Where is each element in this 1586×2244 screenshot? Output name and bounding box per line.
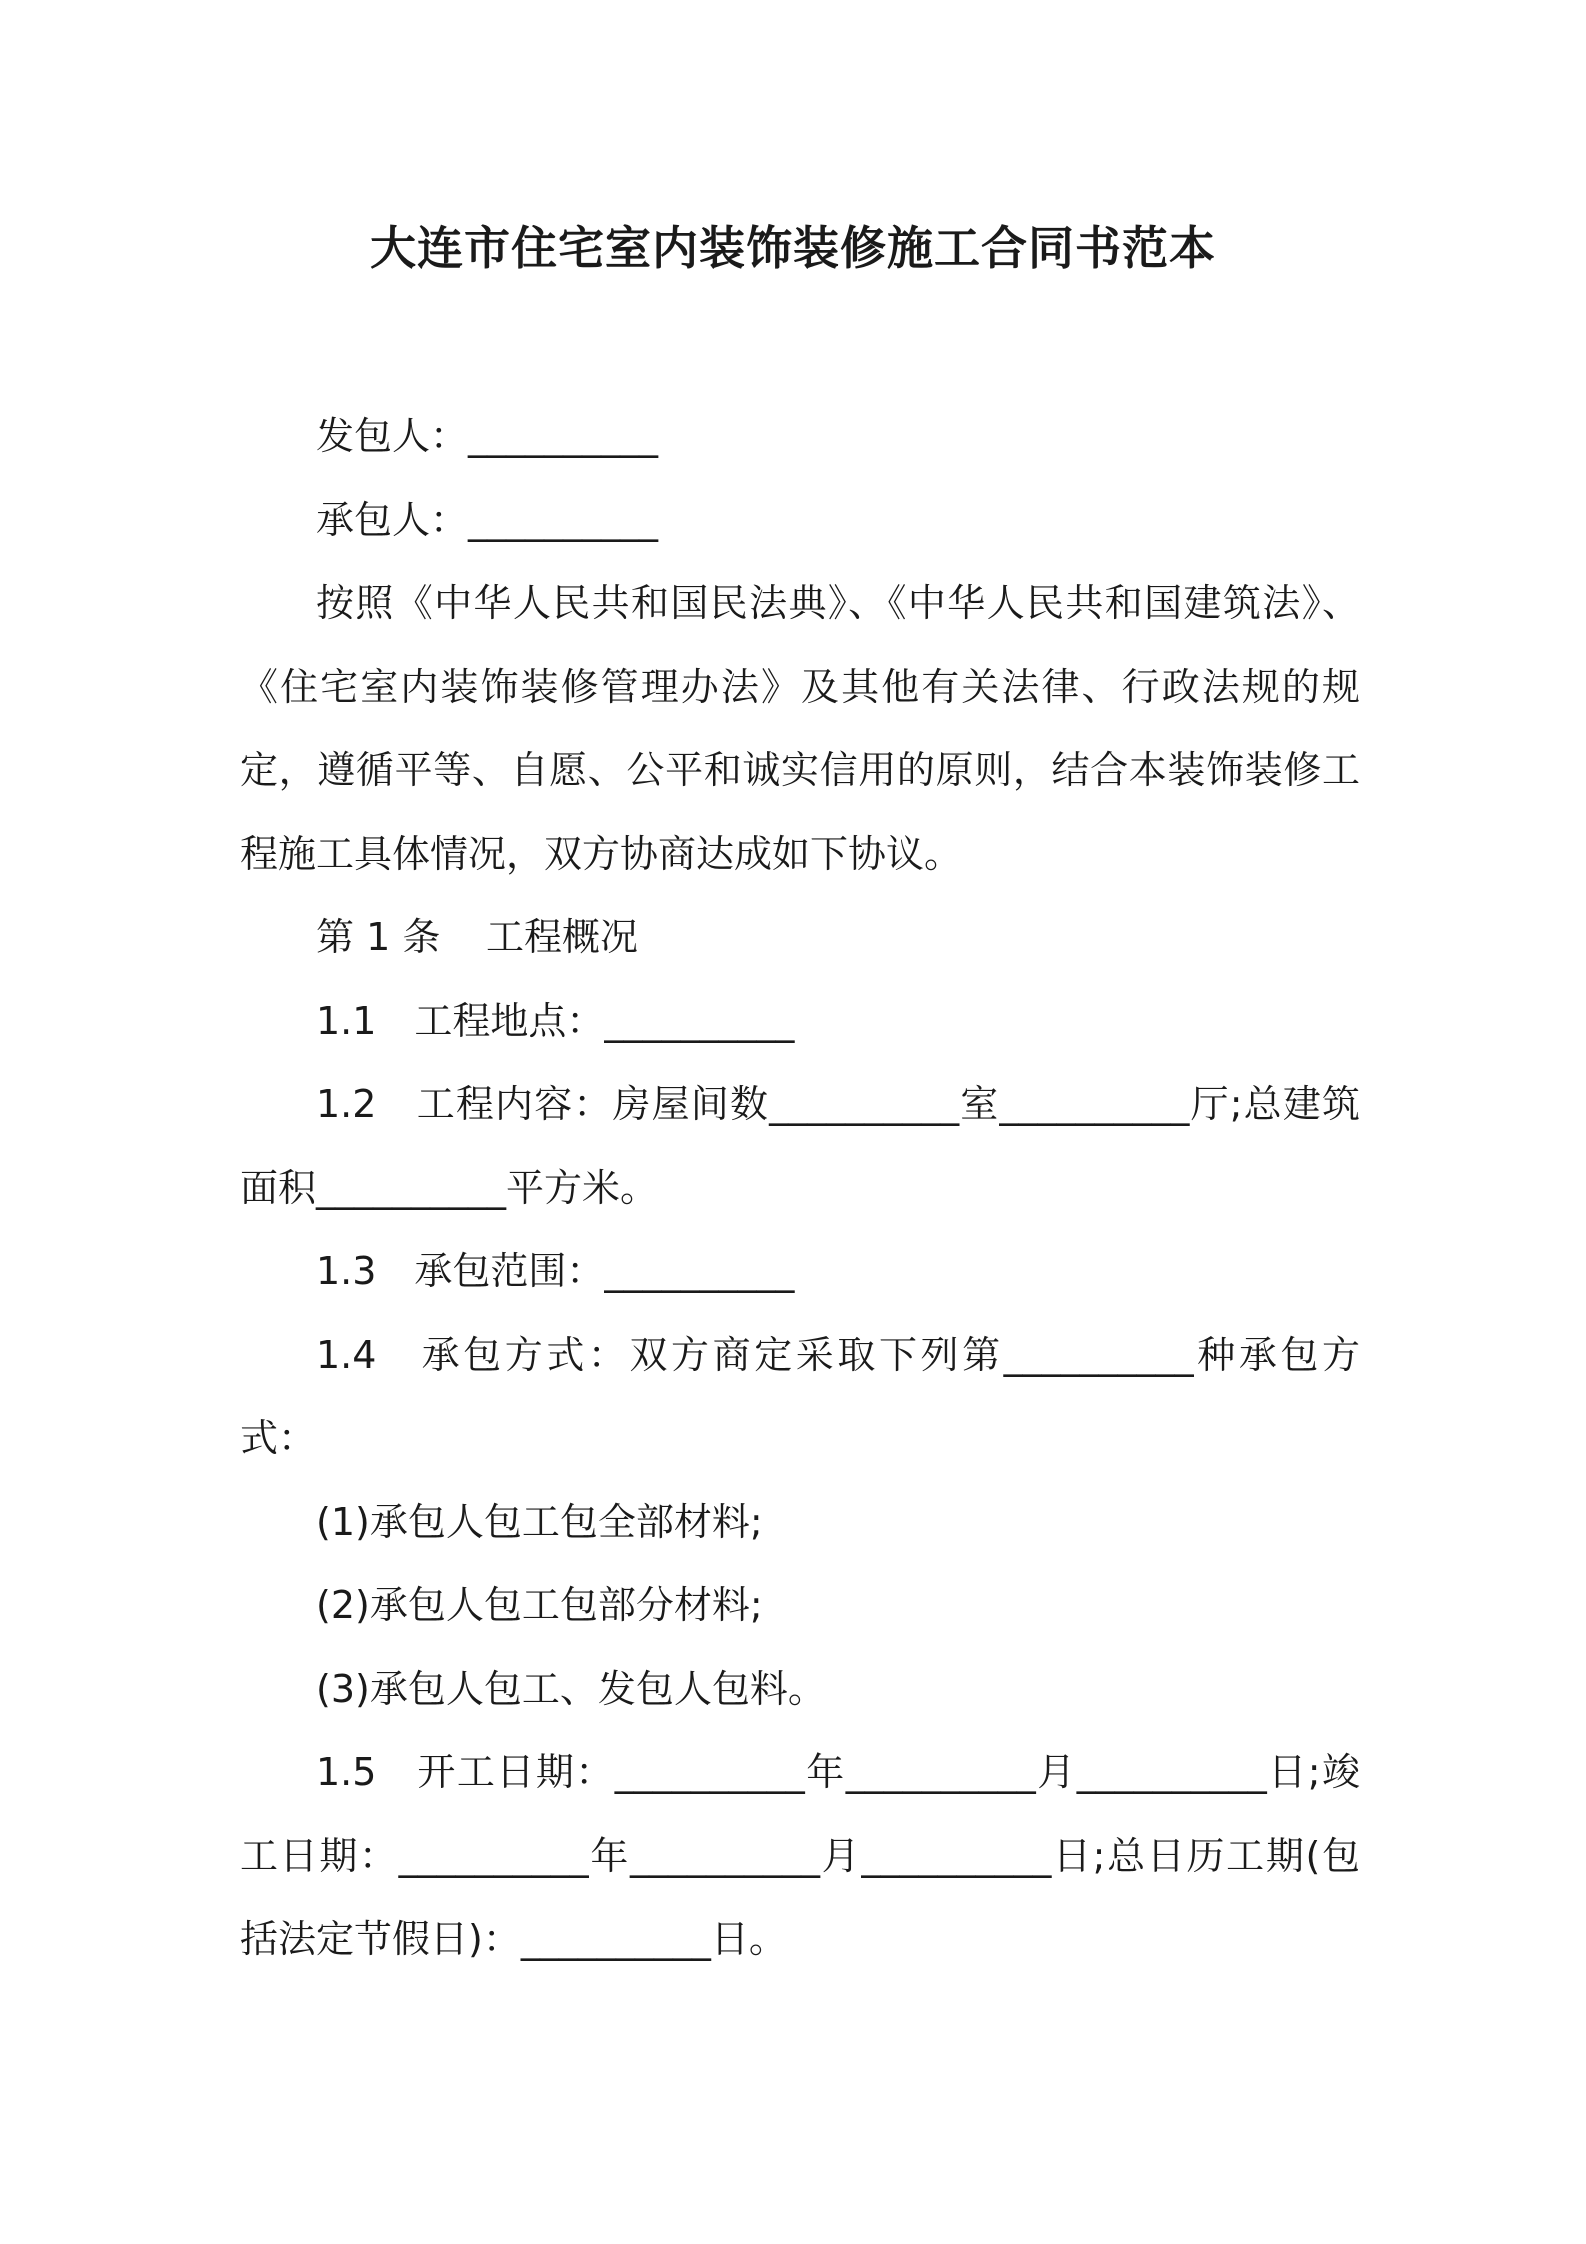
article-1-number: 第 1 条 — [316, 915, 441, 959]
clause-1-4: 1.4 承包方式：双方商定采取下列第__________种承包方式： — [240, 1332, 1360, 1460]
party-a-line: 发包人：__________ — [316, 414, 659, 458]
document-title: 大连市住宅室内装饰装修施工合同书范本 — [370, 221, 1216, 275]
option-3: (3)承包人包工、发包人包料。 — [316, 1666, 826, 1711]
preamble-paragraph: 按照《中华人民共和国民法典》、《中华人民共和国建筑法》、《住宅室内装饰装修管理办法》及其他有关法律、行政法规的规定，遵循平等、自愿、公平和诚实信用的原则，结合本装饰装修工程施工具体情况，双方协商达成如下协议。 — [240, 581, 1360, 876]
clause-1-5: 1.5 开工日期：__________年__________月__________日;竣工日期：__________年__________月__________日;总日历工期(包括法定节假日)：__________日。 — [240, 1750, 1360, 1961]
option-1: (1)承包人包工包全部材料; — [316, 1499, 763, 1544]
article-1-title: 工程概况 — [485, 915, 638, 959]
clause-1-3: 1.3 承包范围：__________ — [316, 1249, 795, 1293]
party-b-line: 承包人：__________ — [316, 497, 659, 542]
option-2: (2)承包人包工包部分材料; — [316, 1583, 763, 1627]
article-1-heading — [240, 896, 1360, 980]
clause-1-1: 1.1 工程地点：__________ — [316, 998, 795, 1043]
contract-body — [240, 395, 1360, 1982]
clause-1-2: 1.2 工程内容：房屋间数__________室__________厅;总建筑面积__________平方米。 — [240, 1082, 1360, 1210]
